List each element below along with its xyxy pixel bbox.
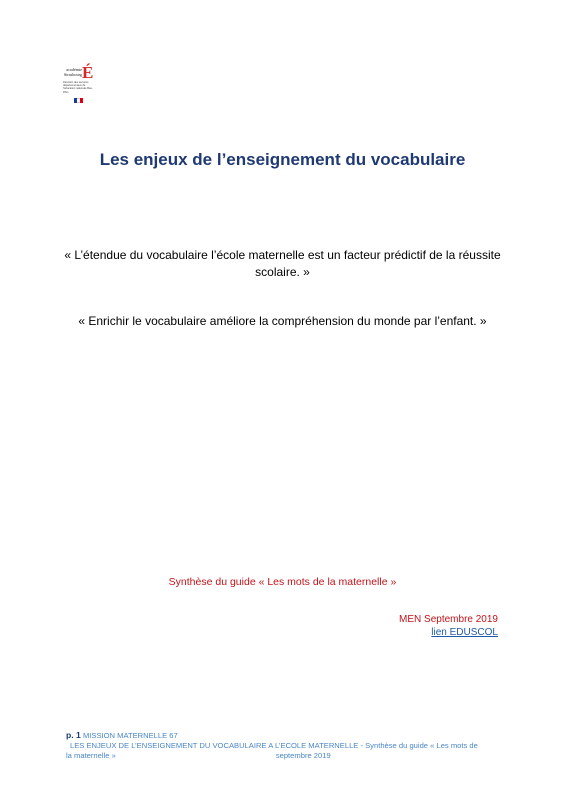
footer-line-1 <box>66 730 506 741</box>
synthese-line: Synthèse du guide « Les mots de la maternelle » <box>168 576 397 588</box>
french-flag-icon <box>74 98 83 103</box>
page-number: p. 1 <box>66 730 81 740</box>
source-date: MEN Septembre 2019 <box>399 614 498 625</box>
footer-date: septembre 2019 <box>275 751 331 760</box>
footer-line-3 <box>66 751 506 761</box>
eduscol-link[interactable]: lien EDUSCOL <box>431 627 498 638</box>
logo-line-1: académie <box>66 67 82 72</box>
page-footer <box>66 730 506 761</box>
academie-logo <box>62 63 98 108</box>
footer-line-2: LES ENJEUX DE L’ENSEIGNEMENT DU VOCABULAIRE A L’ECOLE MATERNELLE - Synthèse du guide « Les mots de <box>70 741 478 750</box>
logo-letter: É <box>82 63 94 82</box>
quote-2: « Enrichir le vocabulaire améliore la compréhension du monde par l’enfant. » <box>78 314 487 328</box>
logo-line-2: Strasbourg <box>63 71 82 77</box>
logo-subtitle: Direction des services départementaux de l'éducation nationale Bas-Rhin <box>63 81 93 94</box>
footer-org: MISSION MATERNELLE 67 <box>82 731 178 740</box>
logo-text <box>62 68 82 77</box>
page-title: Les enjeux de l’enseignement du vocabulaire <box>99 150 466 169</box>
footer-line-3a: la maternelle » <box>66 751 116 760</box>
source-block <box>399 613 498 639</box>
quote-1: « L’étendue du vocabulaire l’école maternelle est un facteur prédictif de la réussite scolaire. » <box>64 248 501 279</box>
